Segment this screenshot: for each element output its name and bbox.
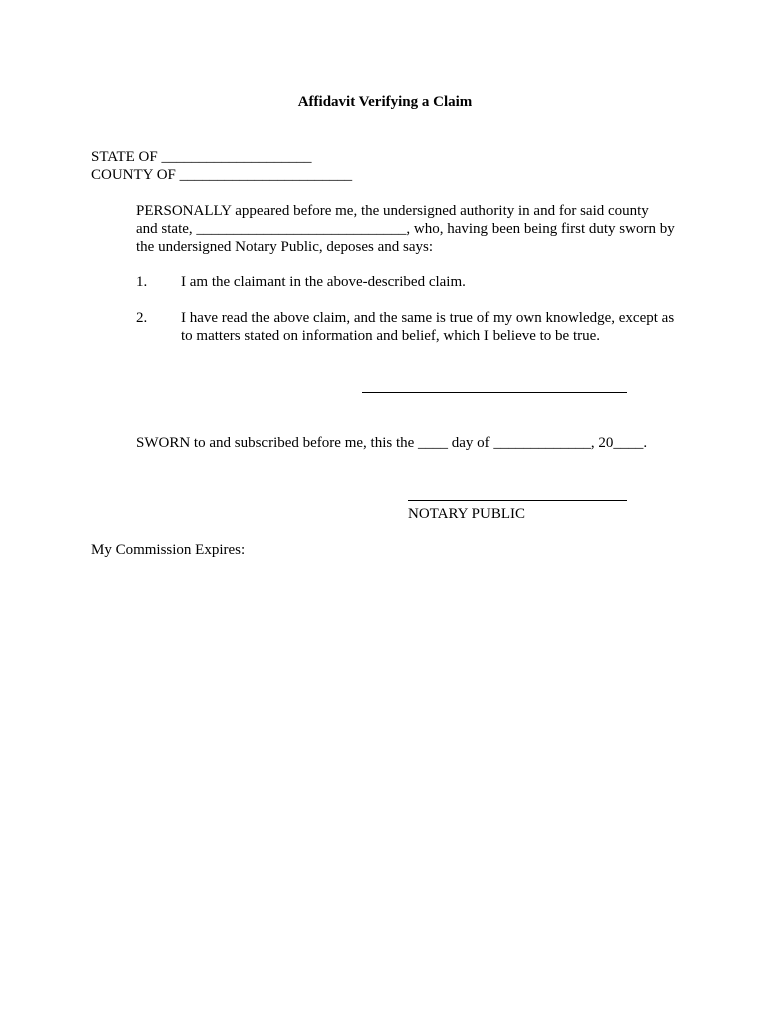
notary-public-label: NOTARY PUBLIC <box>408 506 526 522</box>
affiant-signature-line <box>362 392 627 393</box>
item-2-number: 2. <box>136 310 148 326</box>
intro-line-1: PERSONALLY appeared before me, the undersigned authority in and for said county <box>136 203 649 219</box>
commission-expires-label: My Commission Expires: <box>91 542 246 558</box>
item-1-text: I am the claimant in the above-described claim. <box>181 274 466 290</box>
intro-line-2: and state, ____________________________, who, having been being first duty sworn by <box>136 221 675 237</box>
item-2-text-line-1: I have read the above claim, and the same is true of my own knowledge, except as <box>181 310 675 326</box>
county-line: COUNTY OF _______________________ <box>91 167 353 183</box>
item-2-text-line-2: to matters stated on information and belief, which I believe to be true. <box>181 328 601 344</box>
notary-signature-line <box>408 500 627 501</box>
intro-line-3: the undersigned Notary Public, deposes and says: <box>136 239 434 255</box>
sworn-line: SWORN to and subscribed before me, this the ____ day of _____________, 20____. <box>136 435 648 451</box>
state-line: STATE OF ____________________ <box>91 149 312 165</box>
document-title: Affidavit Verifying a Claim <box>297 94 473 110</box>
item-1-number: 1. <box>136 274 148 290</box>
